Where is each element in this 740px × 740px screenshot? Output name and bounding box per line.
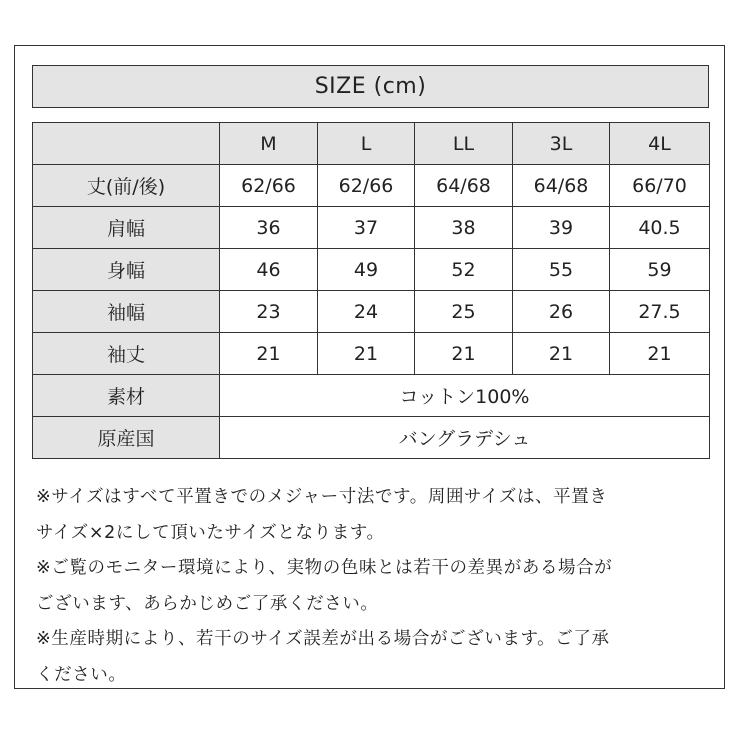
table-cell: 49 bbox=[318, 249, 415, 291]
table-cell: 64/68 bbox=[415, 165, 513, 207]
table-cell: 27.5 bbox=[610, 291, 710, 333]
material-label: 素材 bbox=[33, 375, 220, 417]
note-line: サイズ×2にして頂いたサイズとなります。 bbox=[36, 522, 385, 543]
size-header-m: M bbox=[220, 123, 318, 165]
note-line: ※生産時期により、若干のサイズ誤差が出る場合がございます。ご了承 bbox=[36, 629, 610, 649]
size-header-4l: 4L bbox=[610, 123, 710, 165]
table-cell: 59 bbox=[610, 249, 710, 291]
table-cell: 21 bbox=[220, 333, 318, 375]
table-cell: 24 bbox=[318, 291, 415, 333]
size-title: SIZE (cm) bbox=[32, 65, 709, 108]
table-cell: 46 bbox=[220, 249, 318, 291]
note-line: ください。 bbox=[36, 664, 127, 685]
table-cell: 36 bbox=[220, 207, 318, 249]
size-header-row bbox=[33, 123, 710, 165]
row-label: 丈(前/後) bbox=[33, 165, 220, 207]
table-cell: 37 bbox=[318, 207, 415, 249]
origin-value: バングラデシュ bbox=[220, 417, 710, 459]
table-cell: 25 bbox=[415, 291, 513, 333]
table-row bbox=[33, 207, 710, 249]
row-label: 身幅 bbox=[33, 249, 220, 291]
size-header-l: L bbox=[318, 123, 415, 165]
material-value: コットン100% bbox=[220, 375, 710, 417]
size-table bbox=[32, 122, 710, 459]
note-line: ※ご覧のモニター環境により、実物の色味とは若干の差異がある場合が bbox=[36, 558, 613, 578]
notes bbox=[36, 480, 716, 693]
table-cell: 21 bbox=[610, 333, 710, 375]
table-cell: 62/66 bbox=[318, 165, 415, 207]
table-cell: 52 bbox=[415, 249, 513, 291]
table-cell: 66/70 bbox=[610, 165, 710, 207]
material-row bbox=[33, 375, 710, 417]
origin-row bbox=[33, 417, 710, 459]
table-cell: 64/68 bbox=[513, 165, 610, 207]
table-cell: 21 bbox=[415, 333, 513, 375]
table-cell: 21 bbox=[513, 333, 610, 375]
table-cell: 38 bbox=[415, 207, 513, 249]
size-header-3l: 3L bbox=[513, 123, 610, 165]
table-cell: 55 bbox=[513, 249, 610, 291]
table-row bbox=[33, 165, 710, 207]
table-cell: 23 bbox=[220, 291, 318, 333]
size-header-ll: LL bbox=[415, 123, 513, 165]
table-cell: 21 bbox=[318, 333, 415, 375]
table-cell: 26 bbox=[513, 291, 610, 333]
table-cell: 39 bbox=[513, 207, 610, 249]
table-cell: 62/66 bbox=[220, 165, 318, 207]
table-row bbox=[33, 333, 710, 375]
row-label: 肩幅 bbox=[33, 207, 220, 249]
note-line: ※サイズはすべて平置きでのメジャー寸法です。周囲サイズは、平置き bbox=[36, 487, 608, 507]
row-label: 袖幅 bbox=[33, 291, 220, 333]
row-label: 袖丈 bbox=[33, 333, 220, 375]
table-row bbox=[33, 291, 710, 333]
note-line: ございます、あらかじめご了承ください。 bbox=[36, 593, 379, 614]
origin-label: 原産国 bbox=[33, 417, 220, 459]
corner-cell bbox=[33, 123, 220, 165]
table-cell: 40.5 bbox=[610, 207, 710, 249]
table-row bbox=[33, 249, 710, 291]
